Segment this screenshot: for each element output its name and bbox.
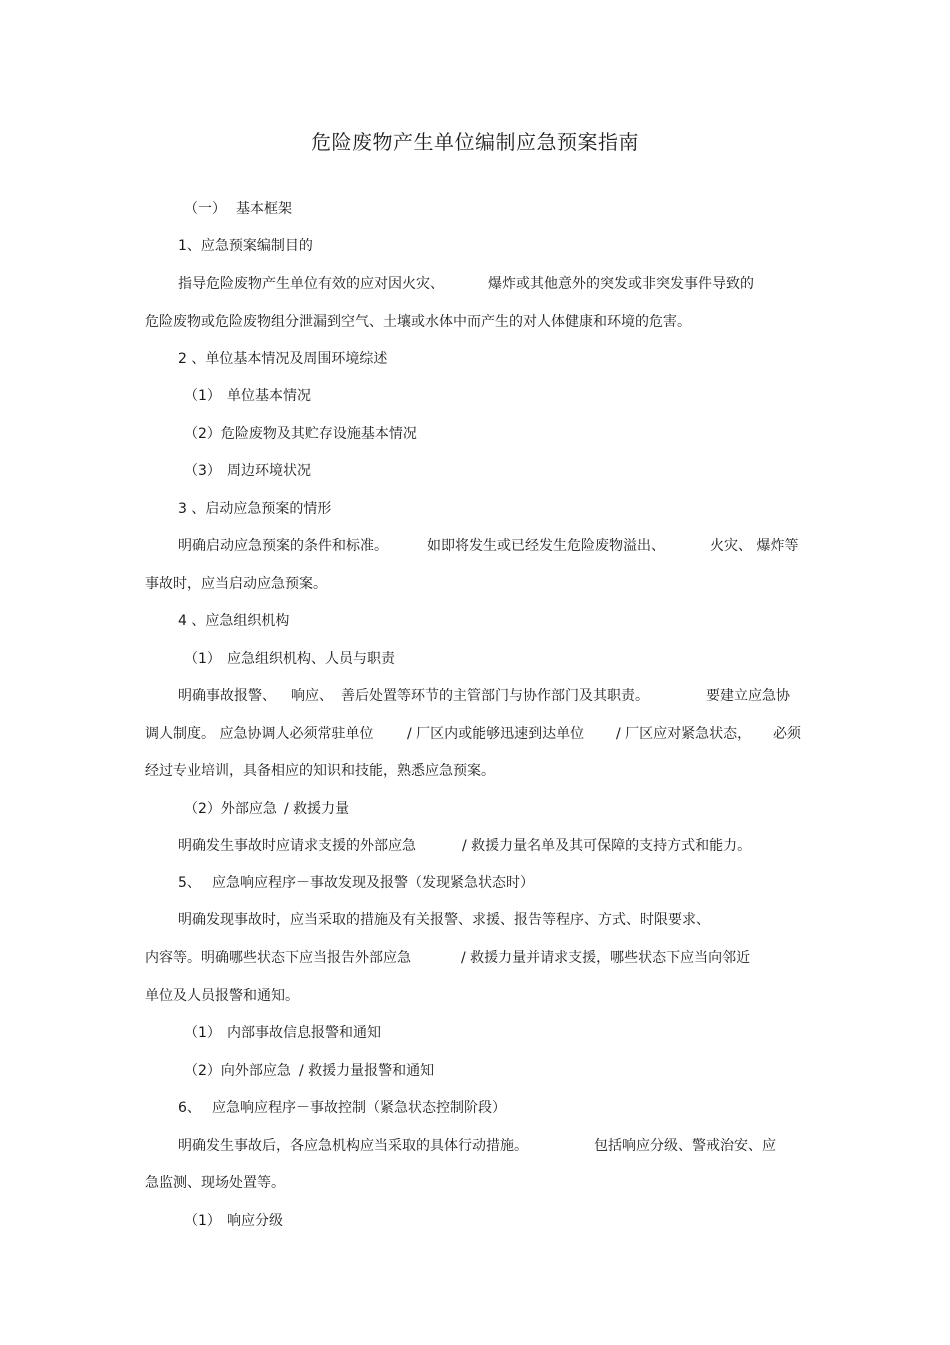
- document-page: 危险废物产生单位编制应急预案指南 （一） 基本框架 1、应急预案编制目的 指导危险废物产生单位有效的应对因火灾、 爆炸或其他意外的突发或非突发事件导致的 危险废物或危险废物组分泄漏到空气、土壤或水体中而产生的对人体健康和环境的危害。 2 、单位基本情况及周围环境综述 （1） 单位基本情况 （2）危险废物及其贮存设施基本情况 （3） 周边环境状况 3 、启动应急预案的情形 明确启动应急预案的条件和标准。 如即将发生或已经发生危险废物溢出、 火灾、 爆炸等 事故时，应当启动应急预案。 4 、应急组织机构 （1） 应急组织机构、人员与职责 明确事故报警、 响应、 善后处置等环节的主管部门与协作部门及其职责。 要建立应急协 调人制度。 应急协调人必须常驻单位 / 厂区内或能够迅速到达单位 / 厂区应对紧急状态， 必须 经过专业培训，具备相应的知识和技能，熟悉应急预案。 （2）外部应急 / 救援力量 明确发生事故时应请求支援的外部应急 / 救援力量名单及其可保障的支持方式和能力。 5、 应急响应程序－事故发现及报警（发现紧急状态时） 明确发现事故时，应当采取的措施及有关报警、求援、报告等程序、方式、时限要求、 内容等。明确哪些状态下应当报告外部应急 / 救援力量并请求支援，哪些状态下应当向邻近 单位及人员报警和通知。 （1） 内部事故信息报警和通知 （2）向外部应急 / 救援力量报警和通知 6、 应急响应程序－事故控制（紧急状态控制阶段） 明确发生事故后，各应急机构应当采取的具体行动措施。 包括响应分级、警戒治安、应 急监测、现场处置等。 （1） 响应分级: [0, 0, 950, 1345]
- document-title: 危险废物产生单位编制应急预案指南: [311, 130, 639, 154]
